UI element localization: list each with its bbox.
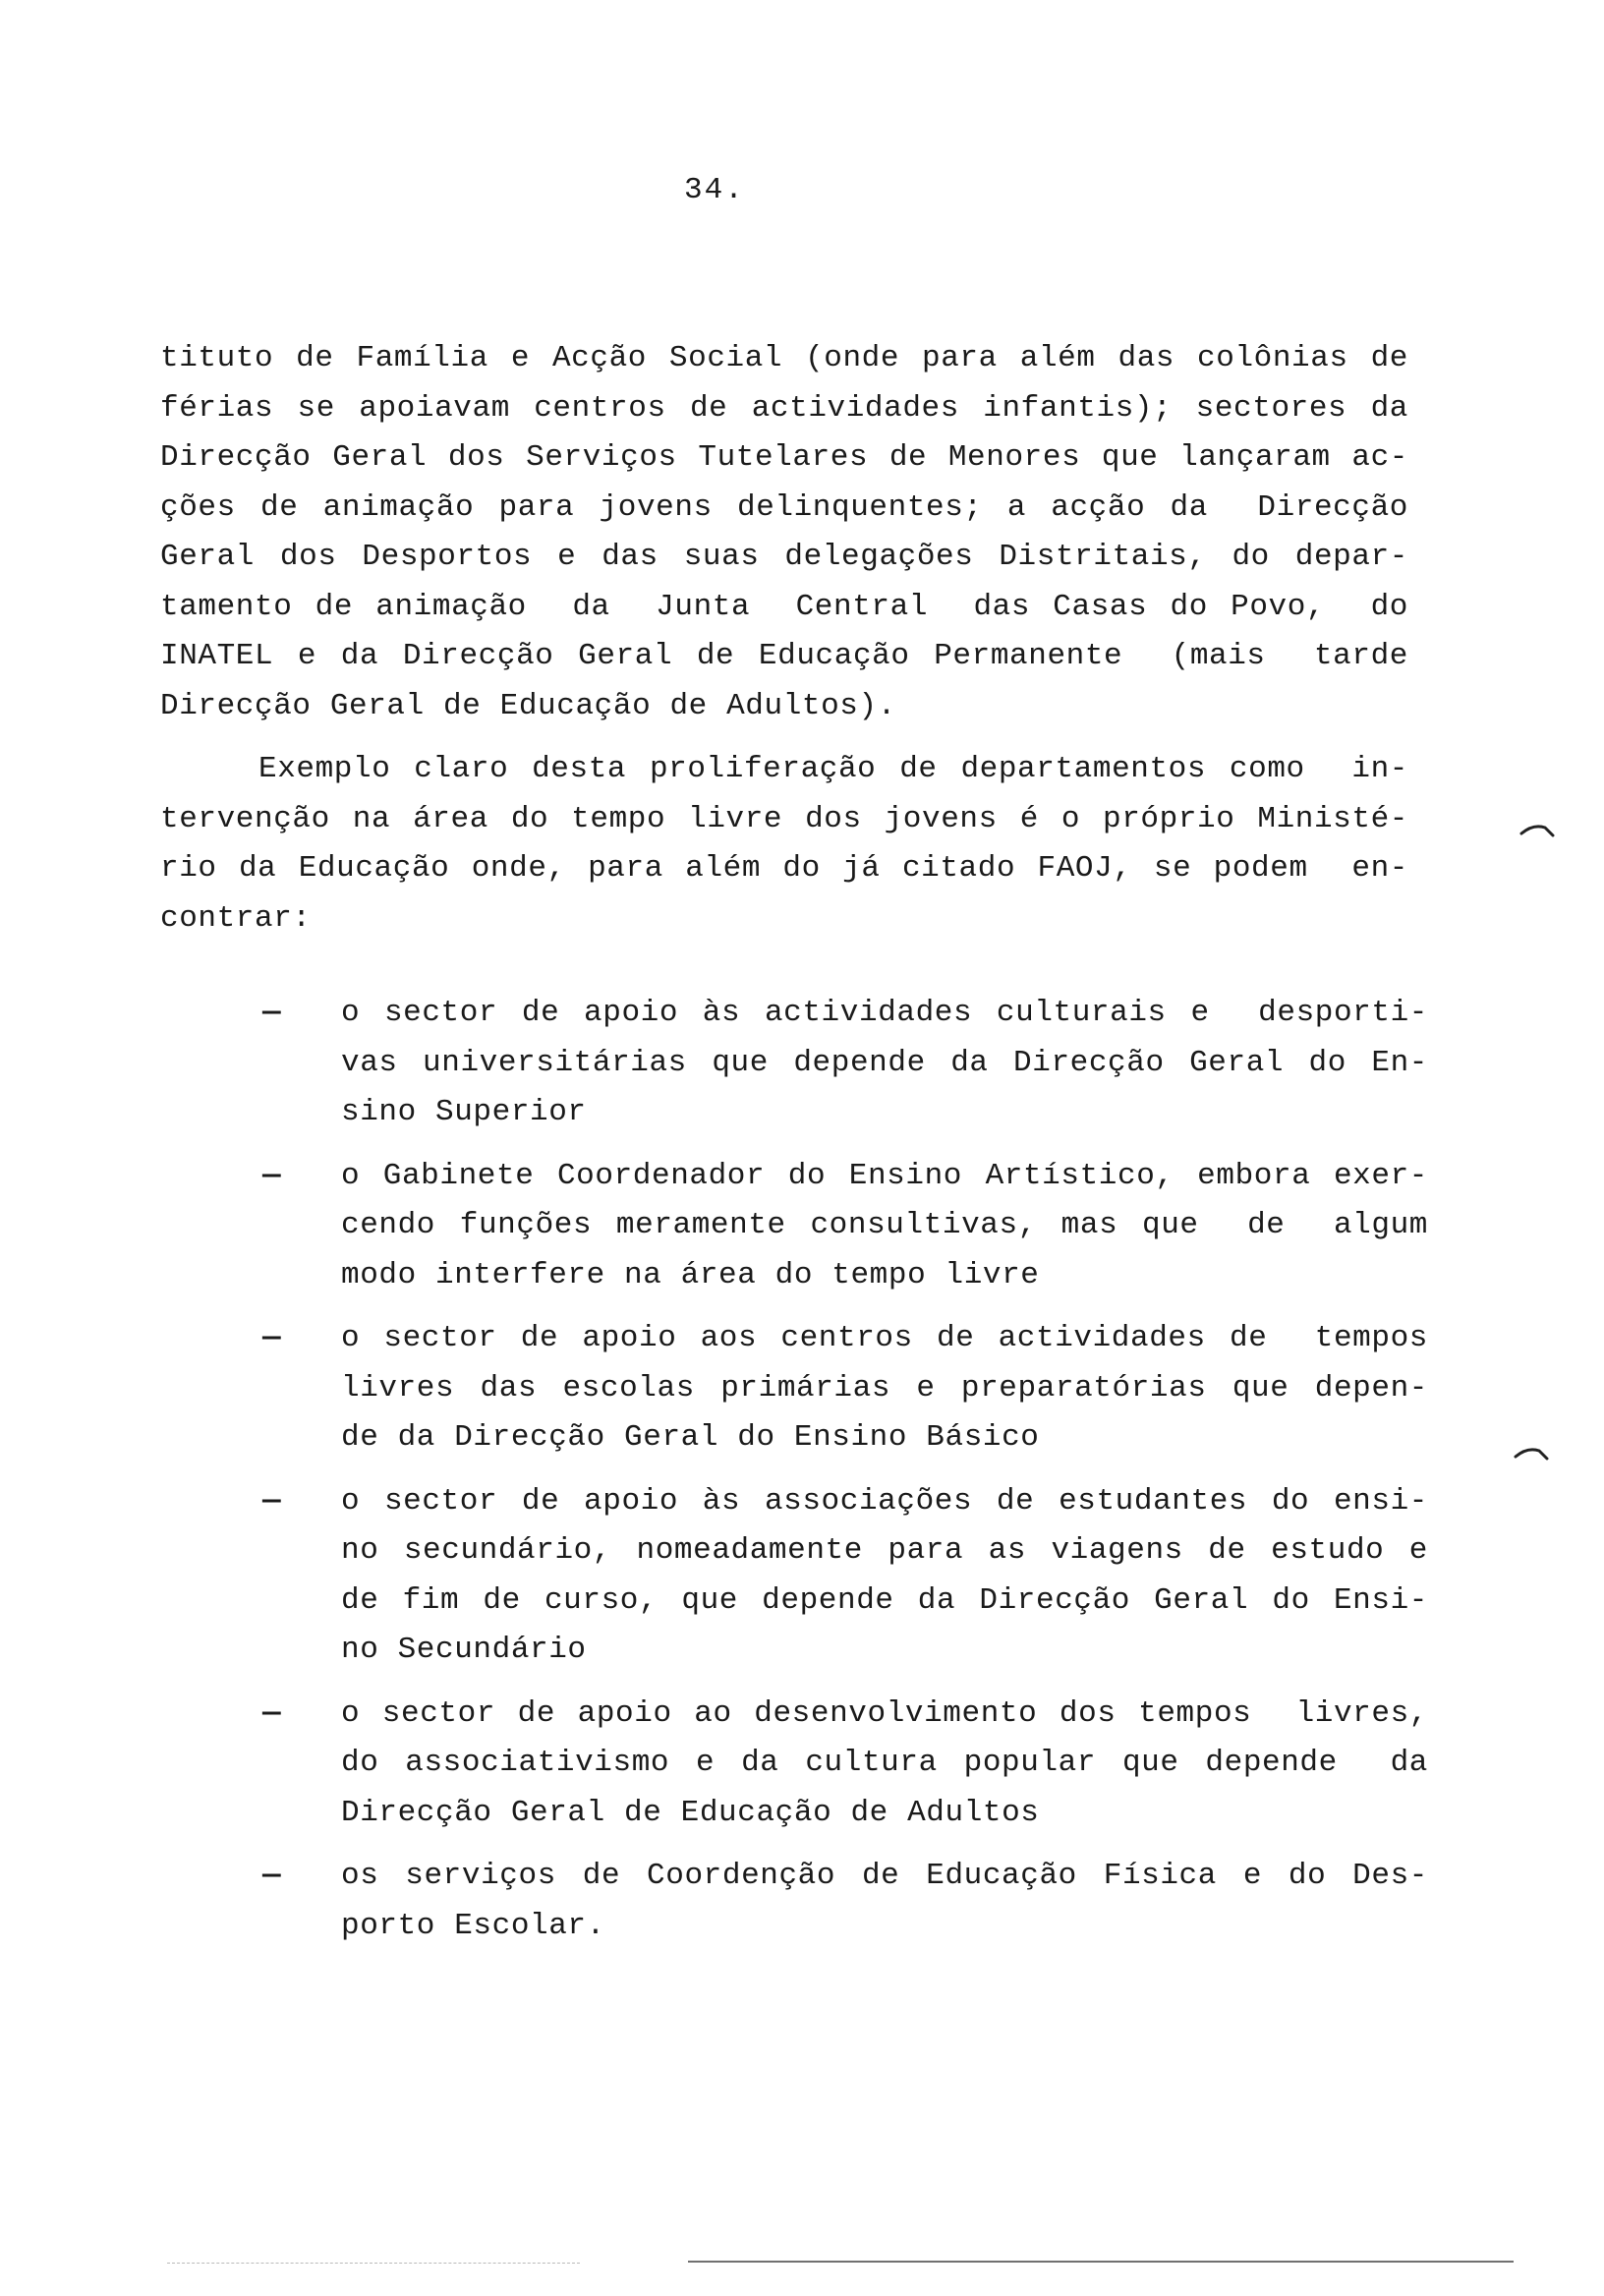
list-item-line: o sector de apoio ao desenvolvimento dos tempos livres, <box>341 1695 1428 1731</box>
list-item-line: do associativismo e da cultura popular que depende da <box>341 1746 1428 1780</box>
paragraph-line: férias se apoiavam centros de actividades infantis); sectores da <box>160 390 1408 426</box>
list-item <box>160 1314 1428 1464</box>
list-item-line: vas universitárias que depende da Direcção Geral do En- <box>341 1045 1428 1080</box>
paragraph-line: Direcção Geral de Educação de Adultos). <box>160 688 896 723</box>
paragraph-1 <box>160 334 1408 731</box>
dash-bullet: — <box>262 1483 282 1519</box>
list-item-line: de fim de curso, que depende da Direcção Geral do Ensi- <box>341 1582 1428 1618</box>
list-item-line: de da Direcção Geral do Ensino Básico <box>341 1420 1040 1455</box>
paragraph-line: ções de animação para jovens delinquentes; a acção da Direcção <box>160 489 1408 525</box>
dash-bullet: — <box>262 1695 282 1731</box>
list-item-line: o sector de apoio aos centros de actividades de tempos <box>341 1321 1428 1355</box>
dash-bullet: — <box>262 1859 282 1893</box>
list-item-line: o sector de apoio às associações de estudantes do ensi- <box>341 1483 1428 1519</box>
list-item-line: no secundário, nomeadamente para as viagens de estudo e <box>341 1533 1428 1568</box>
list-item-line: porto Escolar. <box>341 1908 605 1943</box>
paragraph-line: INATEL e da Direcção Geral de Educação Permanente (mais tarde <box>160 639 1408 673</box>
paragraph-line: rio da Educação onde, para além do já citado FAOJ, se podem en- <box>160 851 1408 886</box>
paragraph-line: tamento de animação da Junta Central das Casas do Povo, do <box>160 589 1408 624</box>
list-item-line: cendo funções meramente consultivas, mas que de algum <box>341 1208 1428 1242</box>
list-item <box>160 1690 1428 1839</box>
paragraph-line: Exemplo claro desta proliferação de departamentos como in- <box>258 752 1408 786</box>
paragraph-line: tervenção na área do tempo livre dos jovens é o próprio Ministé- <box>160 801 1408 836</box>
list-item-line: modo interfere na área do tempo livre <box>341 1257 1040 1292</box>
paragraph-line: Geral dos Desportos e das suas delegações Distritais, do depar- <box>160 540 1408 574</box>
footer-rule <box>688 2261 1514 2263</box>
list-item-line: o Gabinete Coordenador do Ensino Artístico, embora exer- <box>341 1158 1428 1193</box>
margin-hole-mark-icon <box>1514 1445 1551 1461</box>
list-item <box>160 1152 1428 1301</box>
list-item <box>160 989 1428 1138</box>
dash-bullet: — <box>262 1158 282 1193</box>
list-item-line: livres das escolas primárias e preparatórias que depen- <box>341 1370 1428 1406</box>
page-number: 34. <box>684 173 745 207</box>
bullet-list <box>160 989 1428 1965</box>
list-item <box>160 1477 1428 1676</box>
paragraph-line: Direcção Geral dos Serviços Tutelares de Menores que lançaram ac- <box>160 440 1408 475</box>
paragraph-line: tituto de Família e Acção Social (onde para além das colônias de <box>160 341 1408 375</box>
list-item-line: os serviços de Coordenção de Educação Física e do Des- <box>341 1859 1428 1893</box>
list-item-line: Direcção Geral de Educação de Adultos <box>341 1795 1040 1830</box>
list-item-line: sino Superior <box>341 1095 587 1129</box>
list-item-line: o sector de apoio às actividades culturais e desporti- <box>341 996 1428 1030</box>
paragraph-2 <box>160 745 1408 944</box>
paragraph-line: contrar: <box>160 900 312 936</box>
footer-rule-dashed <box>167 2263 580 2265</box>
dash-bullet: — <box>262 996 282 1030</box>
dash-bullet: — <box>262 1321 282 1355</box>
list-item-line: no Secundário <box>341 1633 587 1667</box>
margin-hole-mark-icon <box>1519 822 1557 837</box>
list-item <box>160 1852 1428 1951</box>
